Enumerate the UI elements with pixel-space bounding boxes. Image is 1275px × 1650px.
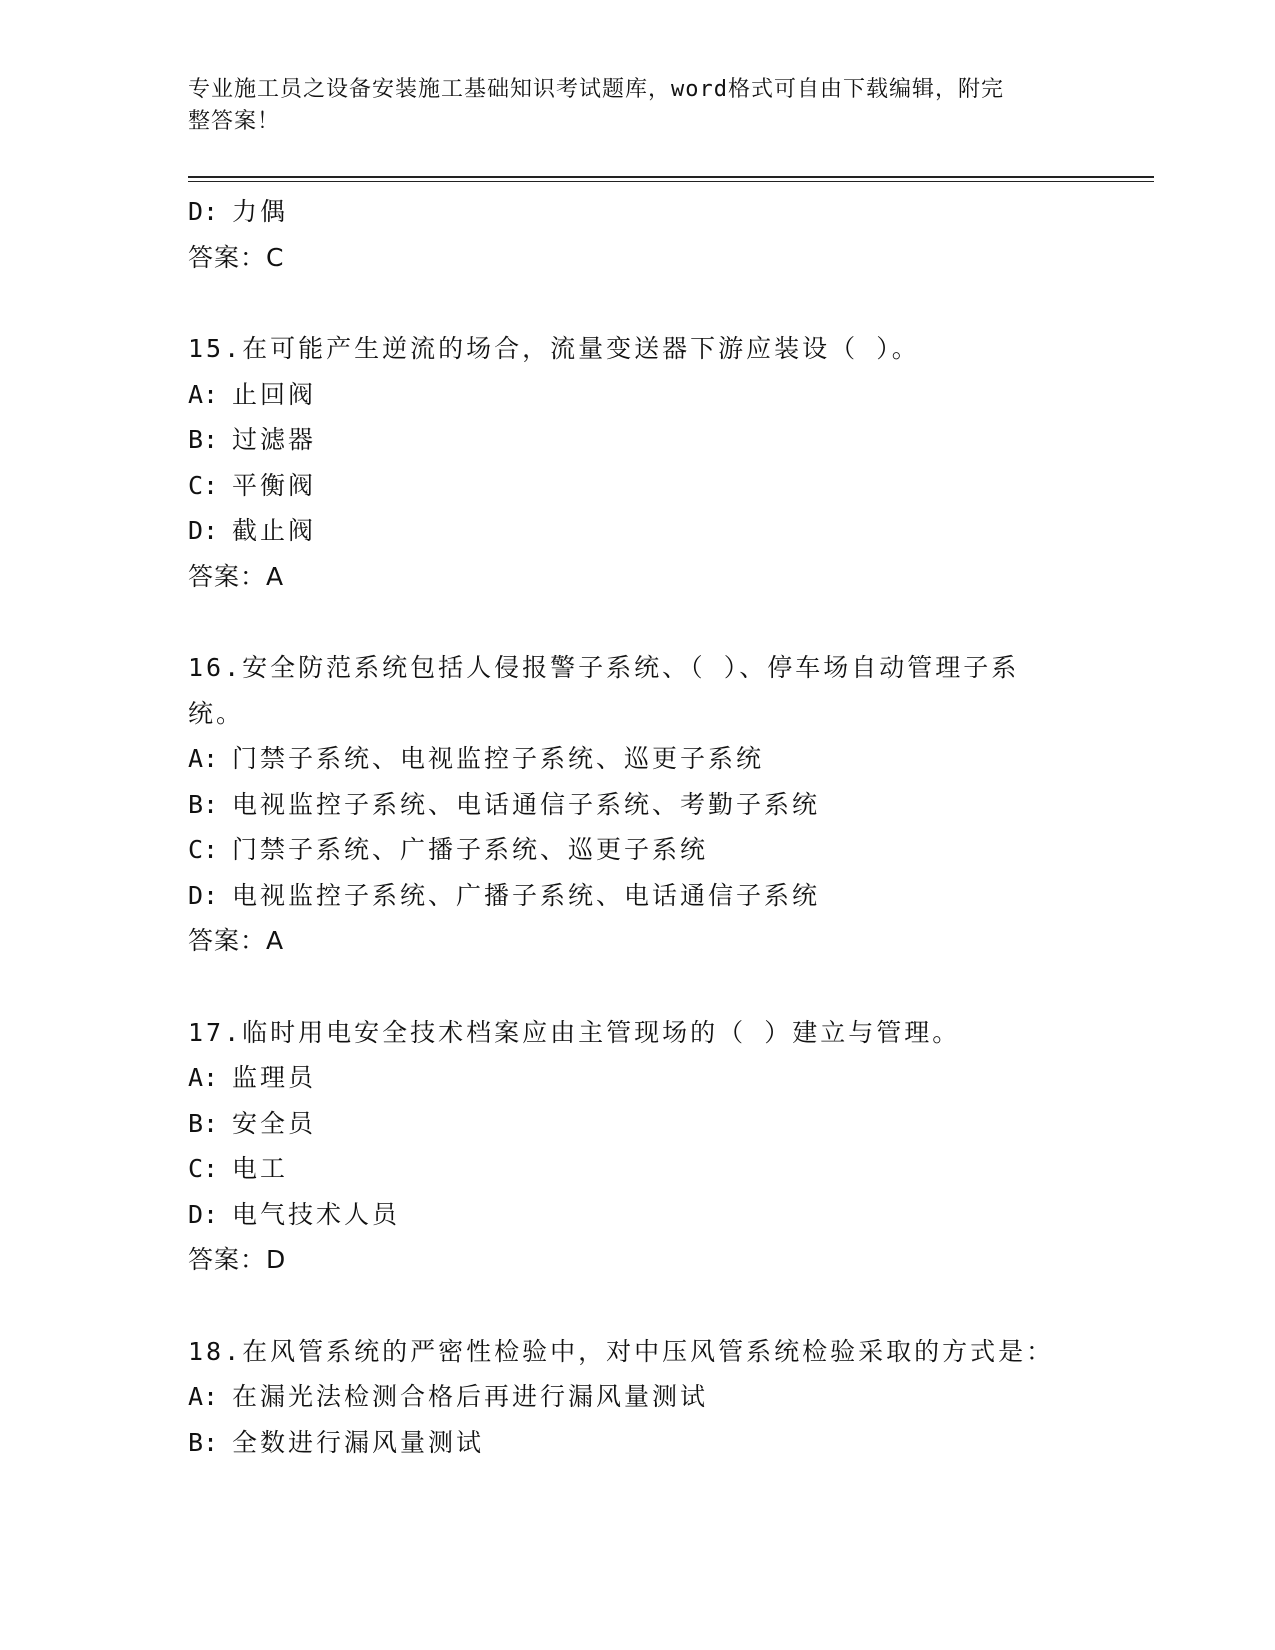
header-line-1: 专业施工员之设备安装施工基础知识考试题库，word格式可自由下载编辑，附完 xyxy=(188,77,1004,102)
option-letter: C: xyxy=(188,470,219,500)
spacer xyxy=(188,599,1088,645)
question-list xyxy=(188,189,1088,1465)
option-letter: B: xyxy=(188,1108,219,1138)
option-letter: D: xyxy=(188,197,219,226)
option-letter: A: xyxy=(188,1063,219,1092)
option-text: 在漏光法检测合格后再进行漏风量测试 xyxy=(232,1382,709,1411)
question-15-stem: 15.在可能产生逆流的场合，流量变送器下游应装设（ ）。 xyxy=(188,334,920,363)
option-text: 平衡阀 xyxy=(232,470,317,500)
option-text: 电视监控子系统、广播子系统、电话通信子系统 xyxy=(232,880,821,910)
page-header xyxy=(188,74,1068,138)
question-18-stem: 18.在风管系统的严密性检验中，对中压风管系统检验采取的方式是： xyxy=(188,1336,1055,1366)
question-17-option-a xyxy=(188,1055,1088,1101)
header-rule-thick xyxy=(188,176,1154,178)
question-15-option-a xyxy=(188,372,1088,418)
option-text: 门禁子系统、广播子系统、巡更子系统 xyxy=(232,835,709,864)
option-text: 监理员 xyxy=(232,1063,317,1092)
question-16-option-a xyxy=(188,736,1088,782)
spacer xyxy=(188,280,1088,326)
option-text: 电工 xyxy=(232,1154,289,1183)
option-text: 门禁子系统、电视监控子系统、巡更子系统 xyxy=(232,744,765,773)
question-15-answer: 答案：A xyxy=(188,561,285,591)
header-rule-thin xyxy=(188,181,1154,182)
option-letter: A: xyxy=(188,379,219,409)
question-16-answer: 答案：A xyxy=(188,926,285,955)
option-letter: D: xyxy=(188,1199,219,1229)
option-letter: C: xyxy=(188,835,219,864)
option-text: 电视监控子系统、电话通信子系统、考勤子系统 xyxy=(232,789,821,819)
option-letter: B: xyxy=(188,789,219,819)
answer-line: 答案：C xyxy=(188,242,285,272)
question-18-option-b xyxy=(188,1420,1088,1466)
question-17-answer: 答案：D xyxy=(188,1245,287,1274)
header-line-2: 整答案！ xyxy=(188,109,281,134)
option-text: 电气技术人员 xyxy=(232,1199,401,1229)
option-text: 截止阀 xyxy=(232,516,317,545)
option-text: 止回阀 xyxy=(232,379,317,409)
question-15-option-b xyxy=(188,417,1088,463)
question-15-option-c xyxy=(188,463,1088,509)
question-17-option-b xyxy=(188,1101,1088,1147)
question-16-option-c xyxy=(188,827,1088,873)
question-17-option-d xyxy=(188,1192,1088,1238)
option-letter: B: xyxy=(188,425,219,454)
question-15-option-d xyxy=(188,508,1088,554)
option-text: 力偶 xyxy=(232,197,289,226)
option-text: 全数进行漏风量测试 xyxy=(232,1427,485,1457)
question-16-stem-line-2: 统。 xyxy=(188,698,245,728)
question-17-option-c xyxy=(188,1146,1088,1192)
question-16-option-d xyxy=(188,873,1088,919)
question-18-option-a xyxy=(188,1374,1088,1420)
option-text: 过滤器 xyxy=(232,425,317,454)
option-d xyxy=(188,189,1088,235)
option-letter: A: xyxy=(188,1382,219,1411)
option-letter: A: xyxy=(188,744,219,773)
spacer xyxy=(188,1283,1088,1329)
option-text: 安全员 xyxy=(232,1108,317,1138)
option-letter: B: xyxy=(188,1427,219,1457)
option-letter: D: xyxy=(188,516,219,545)
spacer xyxy=(188,964,1088,1010)
option-letter: D: xyxy=(188,880,219,910)
question-16-option-b xyxy=(188,782,1088,828)
question-17-stem: 17.临时用电安全技术档案应由主管现场的（ ）建立与管理。 xyxy=(188,1017,961,1047)
question-16-stem-line-1: 16.安全防范系统包括人侵报警子系统、（ ）、停车场自动管理子系 xyxy=(188,653,1020,682)
option-letter: C: xyxy=(188,1154,219,1183)
